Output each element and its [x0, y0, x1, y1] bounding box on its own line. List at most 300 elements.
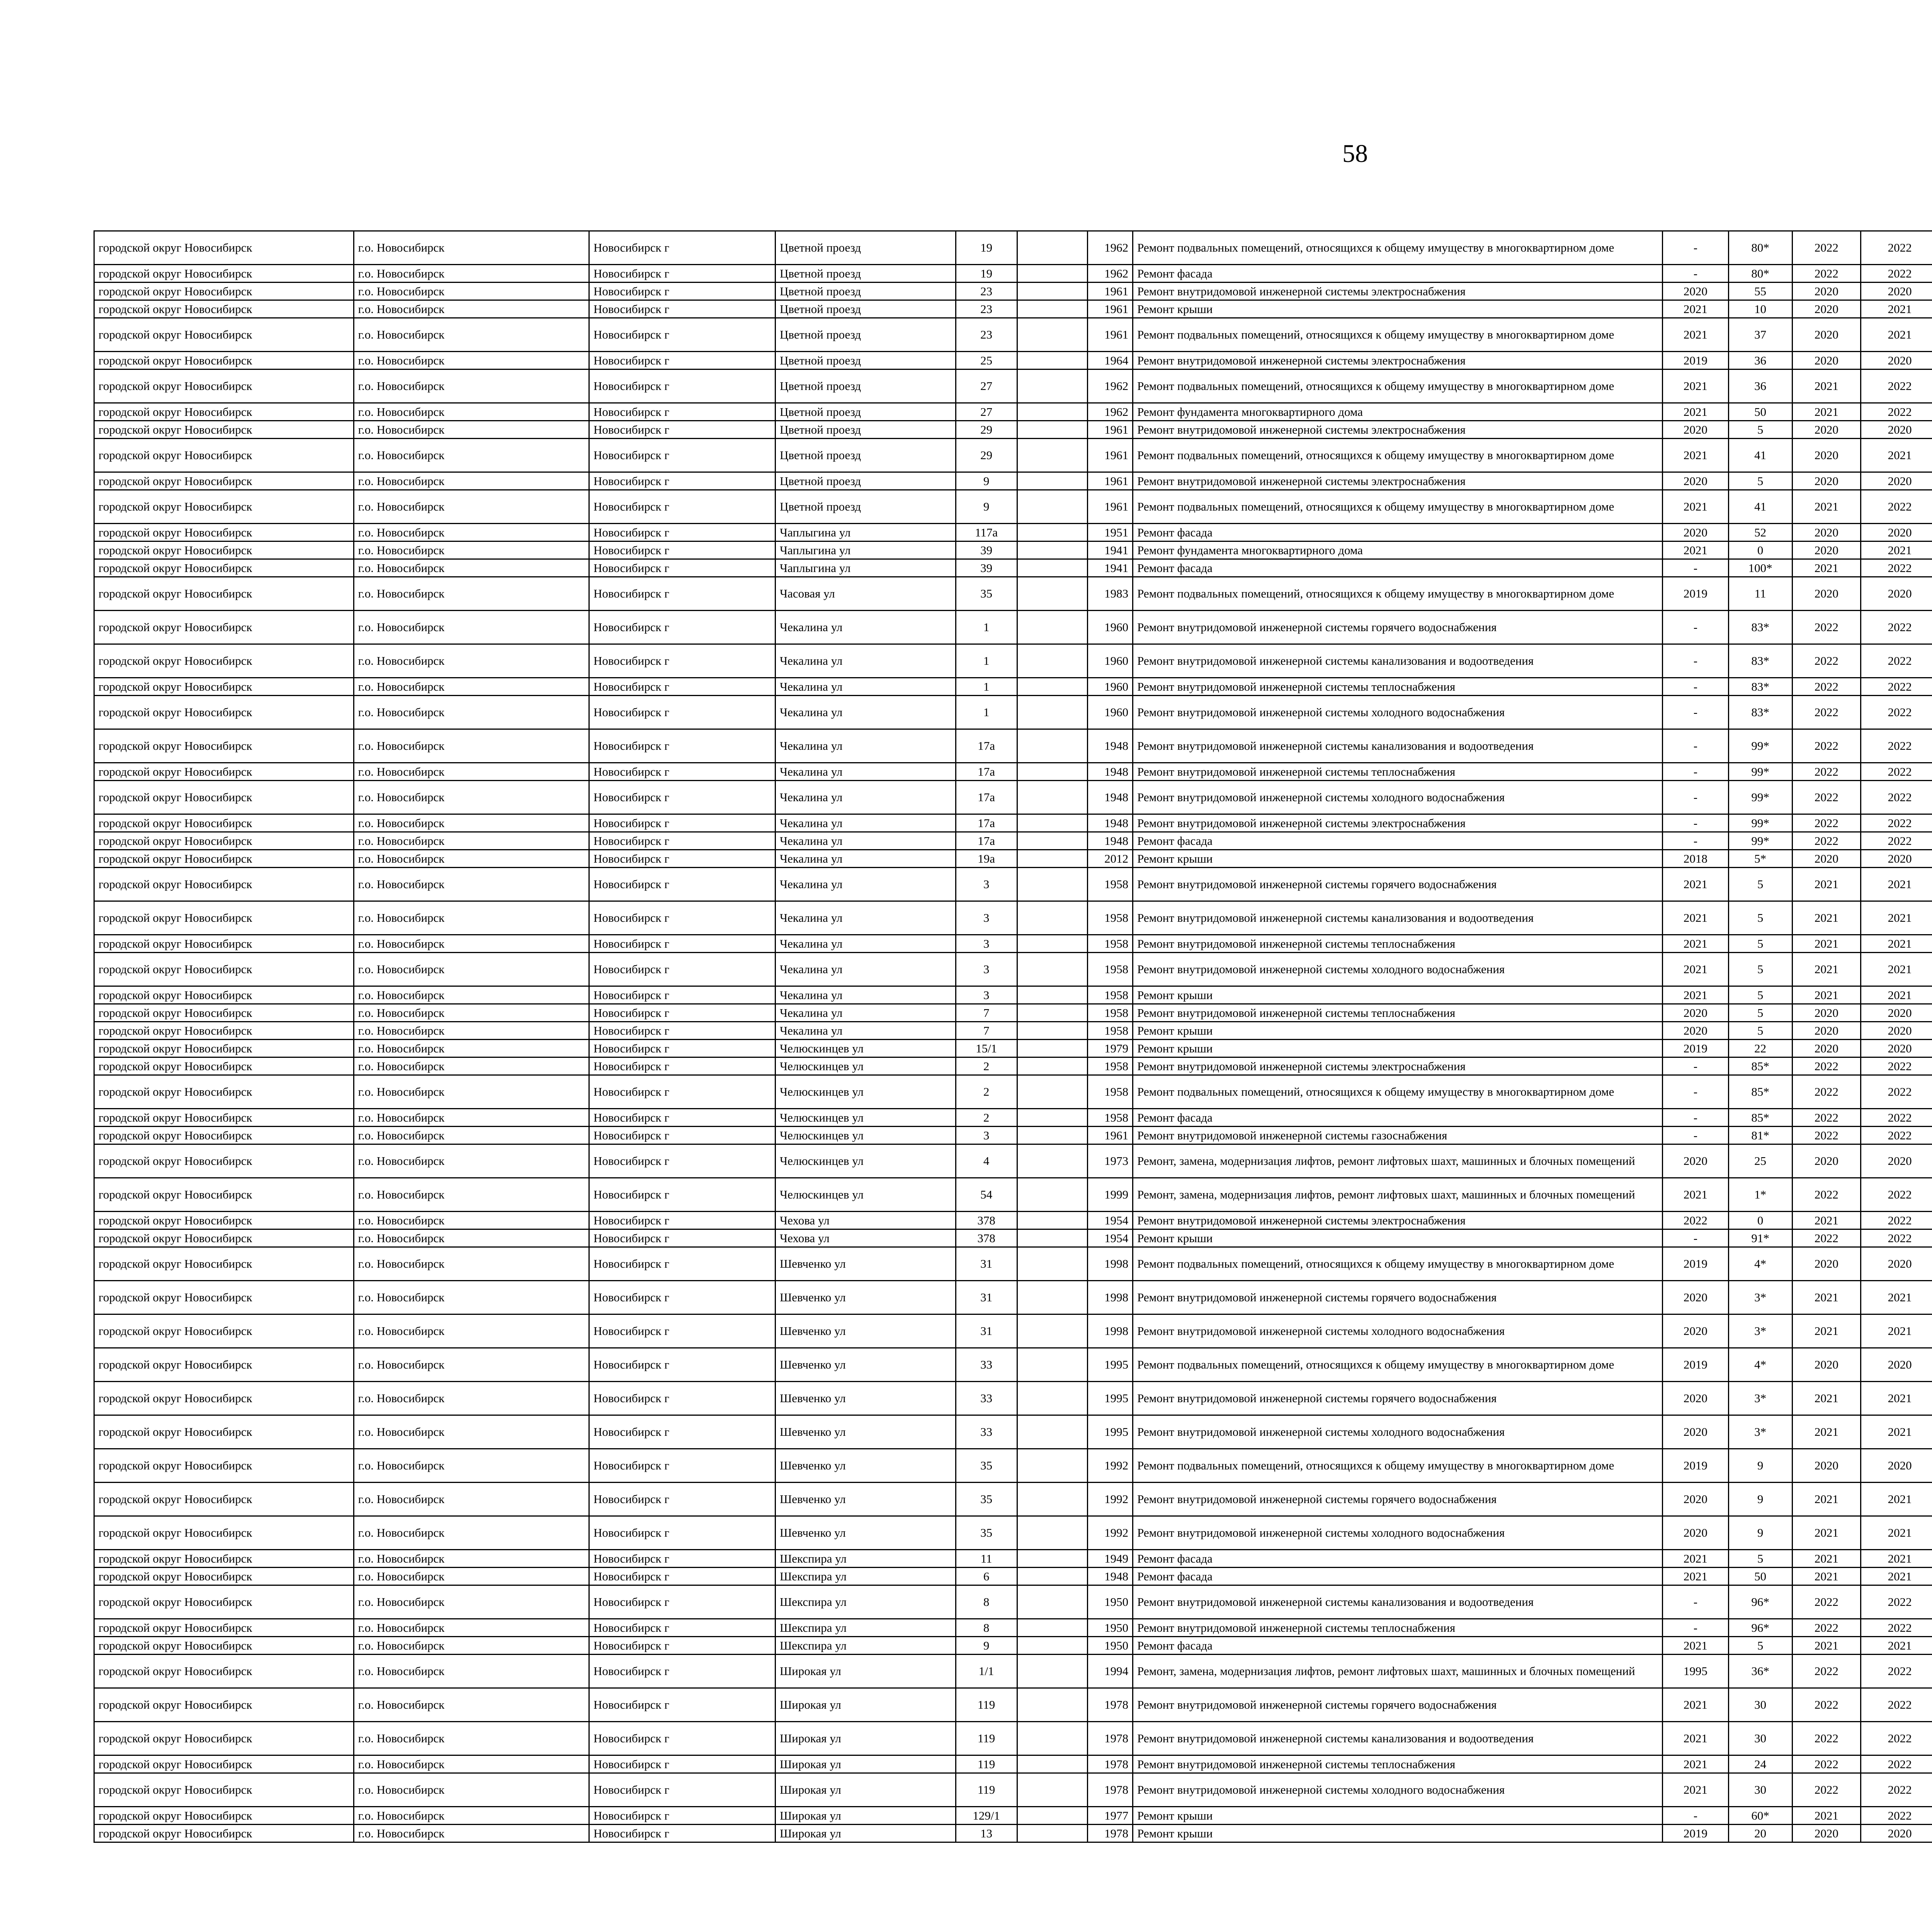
street-cell: Чаплыгина ул	[776, 541, 956, 559]
plan-end-year-cell: 2020	[1861, 1348, 1932, 1382]
year-built-cell: 1961	[1088, 300, 1133, 318]
municipality-cell: городской округ Новосибирск	[94, 1825, 354, 1842]
plan-end-year-cell: 2020	[1861, 1004, 1932, 1022]
year-built-cell: 1960	[1088, 696, 1133, 729]
plan-start-year-cell: 2022	[1792, 678, 1861, 696]
municipality-cell: городской округ Новосибирск	[94, 421, 354, 439]
last-overhaul-year-cell: 2021	[1663, 868, 1728, 901]
municipality-cell: городской округ Новосибирск	[94, 901, 354, 935]
year-built-cell: 1992	[1088, 1483, 1133, 1516]
street-cell: Чекалина ул	[776, 678, 956, 696]
settlement-district-cell: г.о. Новосибирск	[354, 1722, 589, 1755]
work-type-cell: Ремонт внутридомовой инженерной системы холодного водоснабжения	[1133, 1415, 1663, 1449]
settlement-cell: Новосибирск г	[589, 1807, 775, 1825]
plan-end-year-cell: 2020	[1861, 352, 1932, 369]
plan-start-year-cell: 2020	[1792, 1825, 1861, 1842]
settlement-district-cell: г.о. Новосибирск	[354, 1348, 589, 1382]
wear-percent-cell: 4*	[1728, 1247, 1792, 1281]
municipality-cell: городской округ Новосибирск	[94, 1247, 354, 1281]
street-cell: Цветной проезд	[776, 403, 956, 421]
house-cell: 35	[956, 1449, 1017, 1483]
street-cell: Цветной проезд	[776, 318, 956, 352]
wear-percent-cell: 36	[1728, 352, 1792, 369]
settlement-district-cell: г.о. Новосибирск	[354, 1109, 589, 1127]
building-cell	[1017, 439, 1088, 472]
house-cell: 23	[956, 283, 1017, 300]
settlement-district-cell: г.о. Новосибирск	[354, 1637, 589, 1655]
table-row	[94, 1516, 1932, 1550]
street-cell: Чаплыгина ул	[776, 524, 956, 541]
plan-end-year-cell: 2022	[1861, 1109, 1932, 1127]
last-overhaul-year-cell: 2020	[1663, 1516, 1728, 1550]
wear-percent-cell: 83*	[1728, 644, 1792, 678]
plan-end-year-cell: 2020	[1861, 421, 1932, 439]
settlement-district-cell: г.о. Новосибирск	[354, 265, 589, 283]
plan-start-year-cell: 2021	[1792, 1314, 1861, 1348]
settlement-district-cell: г.о. Новосибирск	[354, 1483, 589, 1516]
table-row	[94, 1773, 1932, 1807]
wear-percent-cell: 30	[1728, 1722, 1792, 1755]
wear-percent-cell: 99*	[1728, 832, 1792, 850]
municipality-cell: городской округ Новосибирск	[94, 1773, 354, 1807]
building-cell	[1017, 1229, 1088, 1247]
house-cell: 23	[956, 318, 1017, 352]
settlement-district-cell: г.о. Новосибирск	[354, 541, 589, 559]
plan-start-year-cell: 2020	[1792, 850, 1861, 868]
settlement-cell: Новосибирск г	[589, 611, 775, 644]
last-overhaul-year-cell: 1995	[1663, 1655, 1728, 1688]
year-built-cell: 1973	[1088, 1144, 1133, 1178]
street-cell: Чехова ул	[776, 1212, 956, 1229]
wear-percent-cell: 1*	[1728, 1178, 1792, 1212]
house-cell: 39	[956, 559, 1017, 577]
last-overhaul-year-cell: 2020	[1663, 1382, 1728, 1415]
work-type-cell: Ремонт подвальных помещений, относящихся к общему имуществу в многоквартирном доме	[1133, 490, 1663, 524]
plan-start-year-cell: 2021	[1792, 1637, 1861, 1655]
street-cell: Шевченко ул	[776, 1314, 956, 1348]
table-row	[94, 439, 1932, 472]
table-row	[94, 763, 1932, 781]
table-row	[94, 868, 1932, 901]
plan-end-year-cell: 2022	[1861, 1807, 1932, 1825]
plan-end-year-cell: 2020	[1861, 1022, 1932, 1040]
wear-percent-cell: 60*	[1728, 1807, 1792, 1825]
settlement-district-cell: г.о. Новосибирск	[354, 1516, 589, 1550]
table-row	[94, 953, 1932, 986]
work-type-cell: Ремонт внутридомовой инженерной системы горячего водоснабжения	[1133, 1688, 1663, 1722]
settlement-district-cell: г.о. Новосибирск	[354, 1057, 589, 1075]
settlement-district-cell: г.о. Новосибирск	[354, 439, 589, 472]
municipality-cell: городской округ Новосибирск	[94, 283, 354, 300]
plan-start-year-cell: 2021	[1792, 490, 1861, 524]
street-cell: Чекалина ул	[776, 953, 956, 986]
work-type-cell: Ремонт внутридомовой инженерной системы теплоснабжения	[1133, 1004, 1663, 1022]
last-overhaul-year-cell: 2019	[1663, 1348, 1728, 1382]
table-row	[94, 1382, 1932, 1415]
plan-start-year-cell: 2020	[1792, 1144, 1861, 1178]
house-cell: 29	[956, 421, 1017, 439]
wear-percent-cell: 5	[1728, 901, 1792, 935]
work-type-cell: Ремонт внутридомовой инженерной системы электроснабжения	[1133, 472, 1663, 490]
settlement-district-cell: г.о. Новосибирск	[354, 1382, 589, 1415]
municipality-cell: городской округ Новосибирск	[94, 1144, 354, 1178]
building-cell	[1017, 1655, 1088, 1688]
settlement-district-cell: г.о. Новосибирск	[354, 421, 589, 439]
street-cell: Челюскинцев ул	[776, 1057, 956, 1075]
municipality-cell: городской округ Новосибирск	[94, 644, 354, 678]
municipality-cell: городской округ Новосибирск	[94, 763, 354, 781]
house-cell: 31	[956, 1314, 1017, 1348]
municipality-cell: городской округ Новосибирск	[94, 559, 354, 577]
settlement-cell: Новосибирск г	[589, 1483, 775, 1516]
street-cell: Челюскинцев ул	[776, 1127, 956, 1144]
municipality-cell: городской округ Новосибирск	[94, 850, 354, 868]
wear-percent-cell: 50	[1728, 403, 1792, 421]
plan-end-year-cell: 2021	[1861, 1516, 1932, 1550]
plan-end-year-cell: 2022	[1861, 696, 1932, 729]
street-cell: Широкая ул	[776, 1655, 956, 1688]
plan-end-year-cell: 2022	[1861, 1057, 1932, 1075]
plan-start-year-cell: 2021	[1792, 403, 1861, 421]
street-cell: Чекалина ул	[776, 781, 956, 814]
last-overhaul-year-cell: 2021	[1663, 541, 1728, 559]
municipality-cell: городской округ Новосибирск	[94, 611, 354, 644]
municipality-cell: городской округ Новосибирск	[94, 403, 354, 421]
work-type-cell: Ремонт фасада	[1133, 1550, 1663, 1568]
last-overhaul-year-cell: 2019	[1663, 577, 1728, 611]
year-built-cell: 1998	[1088, 1314, 1133, 1348]
table-row	[94, 318, 1932, 352]
table-row	[94, 1585, 1932, 1619]
work-type-cell: Ремонт внутридомовой инженерной системы теплоснабжения	[1133, 935, 1663, 953]
house-cell: 17а	[956, 781, 1017, 814]
work-type-cell: Ремонт внутридомовой инженерной системы теплоснабжения	[1133, 1619, 1663, 1637]
building-cell	[1017, 577, 1088, 611]
work-type-cell: Ремонт крыши	[1133, 986, 1663, 1004]
wear-percent-cell: 99*	[1728, 781, 1792, 814]
municipality-cell: городской округ Новосибирск	[94, 814, 354, 832]
wear-percent-cell: 3*	[1728, 1415, 1792, 1449]
street-cell: Цветной проезд	[776, 352, 956, 369]
building-cell	[1017, 868, 1088, 901]
settlement-district-cell: г.о. Новосибирск	[354, 577, 589, 611]
last-overhaul-year-cell: -	[1663, 611, 1728, 644]
work-type-cell: Ремонт внутридомовой инженерной системы канализования и водоотведения	[1133, 1722, 1663, 1755]
settlement-cell: Новосибирск г	[589, 403, 775, 421]
table-row	[94, 1144, 1932, 1178]
building-cell	[1017, 1722, 1088, 1755]
table-row	[94, 541, 1932, 559]
work-type-cell: Ремонт крыши	[1133, 1807, 1663, 1825]
building-cell	[1017, 1127, 1088, 1144]
settlement-district-cell: г.о. Новосибирск	[354, 1247, 589, 1281]
house-cell: 2	[956, 1109, 1017, 1127]
settlement-cell: Новосибирск г	[589, 1755, 775, 1773]
year-built-cell: 1961	[1088, 421, 1133, 439]
table-row	[94, 729, 1932, 763]
plan-start-year-cell: 2020	[1792, 283, 1861, 300]
plan-start-year-cell: 2022	[1792, 1722, 1861, 1755]
last-overhaul-year-cell: 2021	[1663, 1550, 1728, 1568]
year-built-cell: 1961	[1088, 283, 1133, 300]
table-row	[94, 1178, 1932, 1212]
plan-start-year-cell: 2022	[1792, 763, 1861, 781]
plan-start-year-cell: 2021	[1792, 1516, 1861, 1550]
plan-end-year-cell: 2022	[1861, 1755, 1932, 1773]
house-cell: 33	[956, 1382, 1017, 1415]
plan-start-year-cell: 2021	[1792, 1281, 1861, 1314]
building-cell	[1017, 1075, 1088, 1109]
plan-start-year-cell: 2022	[1792, 1585, 1861, 1619]
settlement-district-cell: г.о. Новосибирск	[354, 403, 589, 421]
table-row	[94, 644, 1932, 678]
plan-start-year-cell: 2022	[1792, 781, 1861, 814]
wear-percent-cell: 96*	[1728, 1619, 1792, 1637]
house-cell: 7	[956, 1004, 1017, 1022]
last-overhaul-year-cell: 2021	[1663, 953, 1728, 986]
building-cell	[1017, 472, 1088, 490]
building-cell	[1017, 1281, 1088, 1314]
plan-end-year-cell: 2022	[1861, 265, 1932, 283]
street-cell: Цветной проезд	[776, 472, 956, 490]
plan-end-year-cell: 2022	[1861, 678, 1932, 696]
settlement-cell: Новосибирск г	[589, 1655, 775, 1688]
wear-percent-cell: 36	[1728, 369, 1792, 403]
house-cell: 2	[956, 1057, 1017, 1075]
settlement-district-cell: г.о. Новосибирск	[354, 814, 589, 832]
wear-percent-cell: 80*	[1728, 265, 1792, 283]
street-cell: Чекалина ул	[776, 611, 956, 644]
street-cell: Чекалина ул	[776, 986, 956, 1004]
work-type-cell: Ремонт внутридомовой инженерной системы канализования и водоотведения	[1133, 644, 1663, 678]
street-cell: Чекалина ул	[776, 729, 956, 763]
settlement-cell: Новосибирск г	[589, 1229, 775, 1247]
settlement-cell: Новосибирск г	[589, 781, 775, 814]
table-row	[94, 901, 1932, 935]
house-cell: 17а	[956, 763, 1017, 781]
plan-end-year-cell: 2020	[1861, 850, 1932, 868]
work-type-cell: Ремонт внутридомовой инженерной системы холодного водоснабжения	[1133, 1314, 1663, 1348]
house-cell: 27	[956, 369, 1017, 403]
building-cell	[1017, 1144, 1088, 1178]
building-cell	[1017, 1247, 1088, 1281]
work-type-cell: Ремонт внутридомовой инженерной системы горячего водоснабжения	[1133, 868, 1663, 901]
plan-end-year-cell: 2020	[1861, 1825, 1932, 1842]
wear-percent-cell: 85*	[1728, 1057, 1792, 1075]
wear-percent-cell: 4*	[1728, 1348, 1792, 1382]
settlement-cell: Новосибирск г	[589, 472, 775, 490]
work-type-cell: Ремонт крыши	[1133, 1022, 1663, 1040]
building-cell	[1017, 369, 1088, 403]
table-row	[94, 1314, 1932, 1348]
plan-start-year-cell: 2020	[1792, 439, 1861, 472]
settlement-district-cell: г.о. Новосибирск	[354, 763, 589, 781]
last-overhaul-year-cell: -	[1663, 644, 1728, 678]
table-row	[94, 1109, 1932, 1127]
last-overhaul-year-cell: 2020	[1663, 1483, 1728, 1516]
building-cell	[1017, 1807, 1088, 1825]
plan-start-year-cell: 2020	[1792, 352, 1861, 369]
plan-start-year-cell: 2021	[1792, 1382, 1861, 1415]
building-cell	[1017, 1755, 1088, 1773]
table-row	[94, 352, 1932, 369]
municipality-cell: городской округ Новосибирск	[94, 1516, 354, 1550]
year-built-cell: 1948	[1088, 763, 1133, 781]
year-built-cell: 1941	[1088, 559, 1133, 577]
wear-percent-cell: 25	[1728, 1144, 1792, 1178]
building-cell	[1017, 1212, 1088, 1229]
table-row	[94, 832, 1932, 850]
wear-percent-cell: 83*	[1728, 696, 1792, 729]
settlement-cell: Новосибирск г	[589, 300, 775, 318]
wear-percent-cell: 11	[1728, 577, 1792, 611]
plan-end-year-cell: 2022	[1861, 559, 1932, 577]
settlement-district-cell: г.о. Новосибирск	[354, 1281, 589, 1314]
last-overhaul-year-cell: -	[1663, 1057, 1728, 1075]
building-cell	[1017, 524, 1088, 541]
plan-end-year-cell: 2021	[1861, 1568, 1932, 1585]
last-overhaul-year-cell: 2021	[1663, 300, 1728, 318]
house-cell: 8	[956, 1619, 1017, 1637]
street-cell: Чаплыгина ул	[776, 559, 956, 577]
municipality-cell: городской округ Новосибирск	[94, 1314, 354, 1348]
street-cell: Шевченко ул	[776, 1483, 956, 1516]
house-cell: 119	[956, 1722, 1017, 1755]
settlement-cell: Новосибирск г	[589, 1314, 775, 1348]
street-cell: Цветной проезд	[776, 421, 956, 439]
street-cell: Часовая ул	[776, 577, 956, 611]
street-cell: Чекалина ул	[776, 1022, 956, 1040]
plan-start-year-cell: 2020	[1792, 1247, 1861, 1281]
table-row	[94, 1619, 1932, 1637]
wear-percent-cell: 5	[1728, 421, 1792, 439]
plan-start-year-cell: 2020	[1792, 300, 1861, 318]
table-row	[94, 781, 1932, 814]
building-cell	[1017, 421, 1088, 439]
settlement-district-cell: г.о. Новосибирск	[354, 696, 589, 729]
wear-percent-cell: 5	[1728, 1022, 1792, 1040]
plan-end-year-cell: 2022	[1861, 611, 1932, 644]
plan-end-year-cell: 2022	[1861, 1212, 1932, 1229]
settlement-cell: Новосибирск г	[589, 729, 775, 763]
settlement-cell: Новосибирск г	[589, 1773, 775, 1807]
plan-end-year-cell: 2022	[1861, 369, 1932, 403]
last-overhaul-year-cell: 2021	[1663, 1568, 1728, 1585]
settlement-district-cell: г.о. Новосибирск	[354, 1212, 589, 1229]
work-type-cell: Ремонт внутридомовой инженерной системы холодного водоснабжения	[1133, 1773, 1663, 1807]
house-cell: 33	[956, 1348, 1017, 1382]
work-type-cell: Ремонт внутридомовой инженерной системы электроснабжения	[1133, 1212, 1663, 1229]
year-built-cell: 1948	[1088, 781, 1133, 814]
settlement-cell: Новосибирск г	[589, 868, 775, 901]
municipality-cell: городской округ Новосибирск	[94, 1807, 354, 1825]
plan-start-year-cell: 2022	[1792, 1773, 1861, 1807]
settlement-cell: Новосибирск г	[589, 1637, 775, 1655]
wear-percent-cell: 5	[1728, 935, 1792, 953]
municipality-cell: городской округ Новосибирск	[94, 472, 354, 490]
plan-start-year-cell: 2022	[1792, 1229, 1861, 1247]
street-cell: Шевченко ул	[776, 1382, 956, 1415]
work-type-cell: Ремонт подвальных помещений, относящихся к общему имуществу в многоквартирном доме	[1133, 1075, 1663, 1109]
municipality-cell: городской округ Новосибирск	[94, 352, 354, 369]
house-cell: 19	[956, 231, 1017, 265]
plan-end-year-cell: 2022	[1861, 231, 1932, 265]
capital-repair-table	[94, 230, 1932, 1843]
street-cell: Чекалина ул	[776, 763, 956, 781]
table-row	[94, 1449, 1932, 1483]
year-built-cell: 1964	[1088, 352, 1133, 369]
plan-start-year-cell: 2020	[1792, 1348, 1861, 1382]
settlement-district-cell: г.о. Новосибирск	[354, 1449, 589, 1483]
settlement-district-cell: г.о. Новосибирск	[354, 1550, 589, 1568]
settlement-district-cell: г.о. Новосибирск	[354, 300, 589, 318]
plan-end-year-cell: 2021	[1861, 300, 1932, 318]
building-cell	[1017, 283, 1088, 300]
settlement-district-cell: г.о. Новосибирск	[354, 1022, 589, 1040]
municipality-cell: городской округ Новосибирск	[94, 1109, 354, 1127]
work-type-cell: Ремонт фасада	[1133, 1637, 1663, 1655]
last-overhaul-year-cell: 2020	[1663, 524, 1728, 541]
building-cell	[1017, 1688, 1088, 1722]
wear-percent-cell: 5	[1728, 1637, 1792, 1655]
plan-start-year-cell: 2021	[1792, 868, 1861, 901]
plan-start-year-cell: 2021	[1792, 1212, 1861, 1229]
table-row	[94, 421, 1932, 439]
plan-end-year-cell: 2020	[1861, 283, 1932, 300]
settlement-district-cell: г.о. Новосибирск	[354, 1688, 589, 1722]
table-row	[94, 611, 1932, 644]
plan-end-year-cell: 2021	[1861, 439, 1932, 472]
settlement-district-cell: г.о. Новосибирск	[354, 935, 589, 953]
settlement-district-cell: г.о. Новосибирск	[354, 283, 589, 300]
settlement-district-cell: г.о. Новосибирск	[354, 1127, 589, 1144]
house-cell: 27	[956, 403, 1017, 421]
settlement-district-cell: г.о. Новосибирск	[354, 1619, 589, 1637]
wear-percent-cell: 100*	[1728, 559, 1792, 577]
settlement-district-cell: г.о. Новосибирск	[354, 644, 589, 678]
plan-start-year-cell: 2021	[1792, 1568, 1861, 1585]
house-cell: 31	[956, 1247, 1017, 1281]
settlement-cell: Новосибирск г	[589, 1415, 775, 1449]
wear-percent-cell: 9	[1728, 1449, 1792, 1483]
wear-percent-cell: 5	[1728, 953, 1792, 986]
settlement-district-cell: г.о. Новосибирск	[354, 1415, 589, 1449]
wear-percent-cell: 99*	[1728, 729, 1792, 763]
settlement-district-cell: г.о. Новосибирск	[354, 850, 589, 868]
last-overhaul-year-cell: 2021	[1663, 318, 1728, 352]
last-overhaul-year-cell: 2020	[1663, 1415, 1728, 1449]
municipality-cell: городской округ Новосибирск	[94, 1585, 354, 1619]
year-built-cell: 1948	[1088, 1568, 1133, 1585]
work-type-cell: Ремонт внутридомовой инженерной системы теплоснабжения	[1133, 678, 1663, 696]
table-row	[94, 524, 1932, 541]
municipality-cell: городской округ Новосибирск	[94, 935, 354, 953]
year-built-cell: 1978	[1088, 1773, 1133, 1807]
plan-start-year-cell: 2020	[1792, 1040, 1861, 1057]
municipality-cell: городской округ Новосибирск	[94, 678, 354, 696]
street-cell: Челюскинцев ул	[776, 1144, 956, 1178]
settlement-district-cell: г.о. Новосибирск	[354, 1807, 589, 1825]
plan-end-year-cell: 2021	[1861, 953, 1932, 986]
wear-percent-cell: 81*	[1728, 1127, 1792, 1144]
building-cell	[1017, 1825, 1088, 1842]
last-overhaul-year-cell: -	[1663, 832, 1728, 850]
settlement-district-cell: г.о. Новосибирск	[354, 901, 589, 935]
last-overhaul-year-cell: -	[1663, 1229, 1728, 1247]
year-built-cell: 1954	[1088, 1212, 1133, 1229]
street-cell: Шевченко ул	[776, 1516, 956, 1550]
last-overhaul-year-cell: 2019	[1663, 352, 1728, 369]
